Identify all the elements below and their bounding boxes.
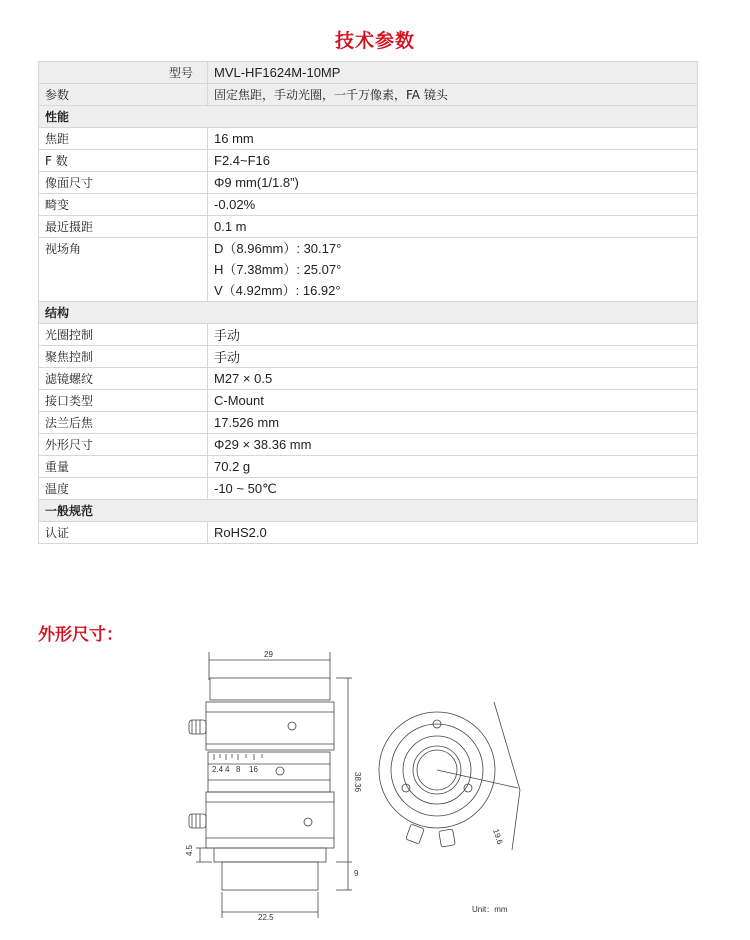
- spec-value-line: D（8.96mm）: 30.17°: [214, 241, 342, 256]
- front-screw-right: [439, 829, 456, 847]
- dim-radial: 19.6: [491, 827, 505, 846]
- spec-row: [39, 390, 698, 412]
- section-header: [39, 500, 698, 522]
- set-screw-lower: [304, 818, 312, 826]
- dim-mount-width: 22.5: [258, 913, 274, 922]
- spec-label: 温度: [39, 478, 208, 500]
- spec-value: [208, 238, 698, 302]
- model-value: MVL-HF1624M-10MP: [208, 62, 698, 84]
- dimension-title: 外形尺寸：: [38, 625, 123, 645]
- lens-front-ring: [210, 678, 330, 700]
- screw-bottom: [189, 814, 206, 828]
- spec-value-line: H（7.38mm）: 25.07°: [214, 262, 342, 277]
- screw-top: [189, 720, 206, 734]
- lens-focus-ring: [206, 702, 334, 750]
- spec-row: [39, 478, 698, 500]
- param-label: 参数: [39, 84, 208, 106]
- spec-label: 视场角: [39, 238, 208, 302]
- spec-value: Φ9 mm(1/1.8”): [208, 172, 698, 194]
- spec-label: 最近摄距: [39, 216, 208, 238]
- aperture-scale-label: 8: [236, 765, 241, 774]
- spec-row: [39, 194, 698, 216]
- spec-row: [39, 216, 698, 238]
- aperture-scale-label: 2.4: [212, 765, 224, 774]
- spec-row: [39, 128, 698, 150]
- spec-value: 0.1 m: [208, 216, 698, 238]
- spec-label: 聚焦控制: [39, 346, 208, 368]
- spec-label: 畸变: [39, 194, 208, 216]
- spec-value: -10 ~ 50℃: [208, 478, 698, 500]
- page-title: 技术参数: [334, 30, 415, 52]
- dim-flange-right: 9: [354, 869, 359, 878]
- spec-value: C-Mount: [208, 390, 698, 412]
- spec-row: [39, 238, 698, 302]
- dimension-drawing: [0, 640, 750, 930]
- spec-label: 滤镜螺纹: [39, 368, 208, 390]
- spec-label: 重量: [39, 456, 208, 478]
- spec-row: [39, 434, 698, 456]
- spec-label: F 数: [39, 150, 208, 172]
- lens-rear-body: [206, 792, 334, 848]
- spec-value: 17.526 mm: [208, 412, 698, 434]
- set-screw-upper: [288, 722, 296, 730]
- spec-value: F2.4~F16: [208, 150, 698, 172]
- model-row: [39, 62, 698, 84]
- dim-flange-left: 4.5: [185, 844, 194, 856]
- lens-mount: [222, 862, 318, 890]
- spec-table: [38, 61, 698, 544]
- unit-label: Unit：mm: [472, 905, 508, 914]
- aperture-marker: [276, 767, 284, 775]
- spec-row: [39, 346, 698, 368]
- spec-label: 外形尺寸: [39, 434, 208, 456]
- aperture-scale-label: 16: [249, 765, 258, 774]
- spec-value-line: V（4.92mm）: 16.92°: [214, 283, 341, 298]
- spec-row: [39, 522, 698, 544]
- spec-label: 光圈控制: [39, 324, 208, 346]
- dim-height: 38.36: [353, 772, 362, 793]
- spec-value: 16 mm: [208, 128, 698, 150]
- section-title: 性能: [39, 106, 698, 128]
- param-value: 固定焦距，手动光圈，一千万像素，FA 镜头: [208, 84, 698, 106]
- spec-value: 手动: [208, 324, 698, 346]
- section-title: 结构: [39, 302, 698, 324]
- param-row: [39, 84, 698, 106]
- spec-row: [39, 412, 698, 434]
- spec-row: [39, 150, 698, 172]
- spec-label: 焦距: [39, 128, 208, 150]
- model-label: 型号: [39, 62, 208, 84]
- spec-label: 认证: [39, 522, 208, 544]
- spec-row: [39, 456, 698, 478]
- front-screw-left: [406, 824, 425, 844]
- spec-row: [39, 324, 698, 346]
- spec-label: 接口类型: [39, 390, 208, 412]
- aperture-scale-label: 4: [225, 765, 230, 774]
- spec-value: 70.2 g: [208, 456, 698, 478]
- spec-value: -0.02%: [208, 194, 698, 216]
- section-header: [39, 302, 698, 324]
- spec-value: 手动: [208, 346, 698, 368]
- spec-value: M27 × 0.5: [208, 368, 698, 390]
- spec-row: [39, 368, 698, 390]
- section-title: 一般规范: [39, 500, 698, 522]
- lens-flange: [214, 848, 326, 862]
- spec-value: RoHS2.0: [208, 522, 698, 544]
- spec-value: Φ29 × 38.36 mm: [208, 434, 698, 456]
- section-header: [39, 106, 698, 128]
- spec-label: 像面尺寸: [39, 172, 208, 194]
- spec-label: 法兰后焦: [39, 412, 208, 434]
- spec-row: [39, 172, 698, 194]
- dim-width-top: 29: [264, 650, 273, 659]
